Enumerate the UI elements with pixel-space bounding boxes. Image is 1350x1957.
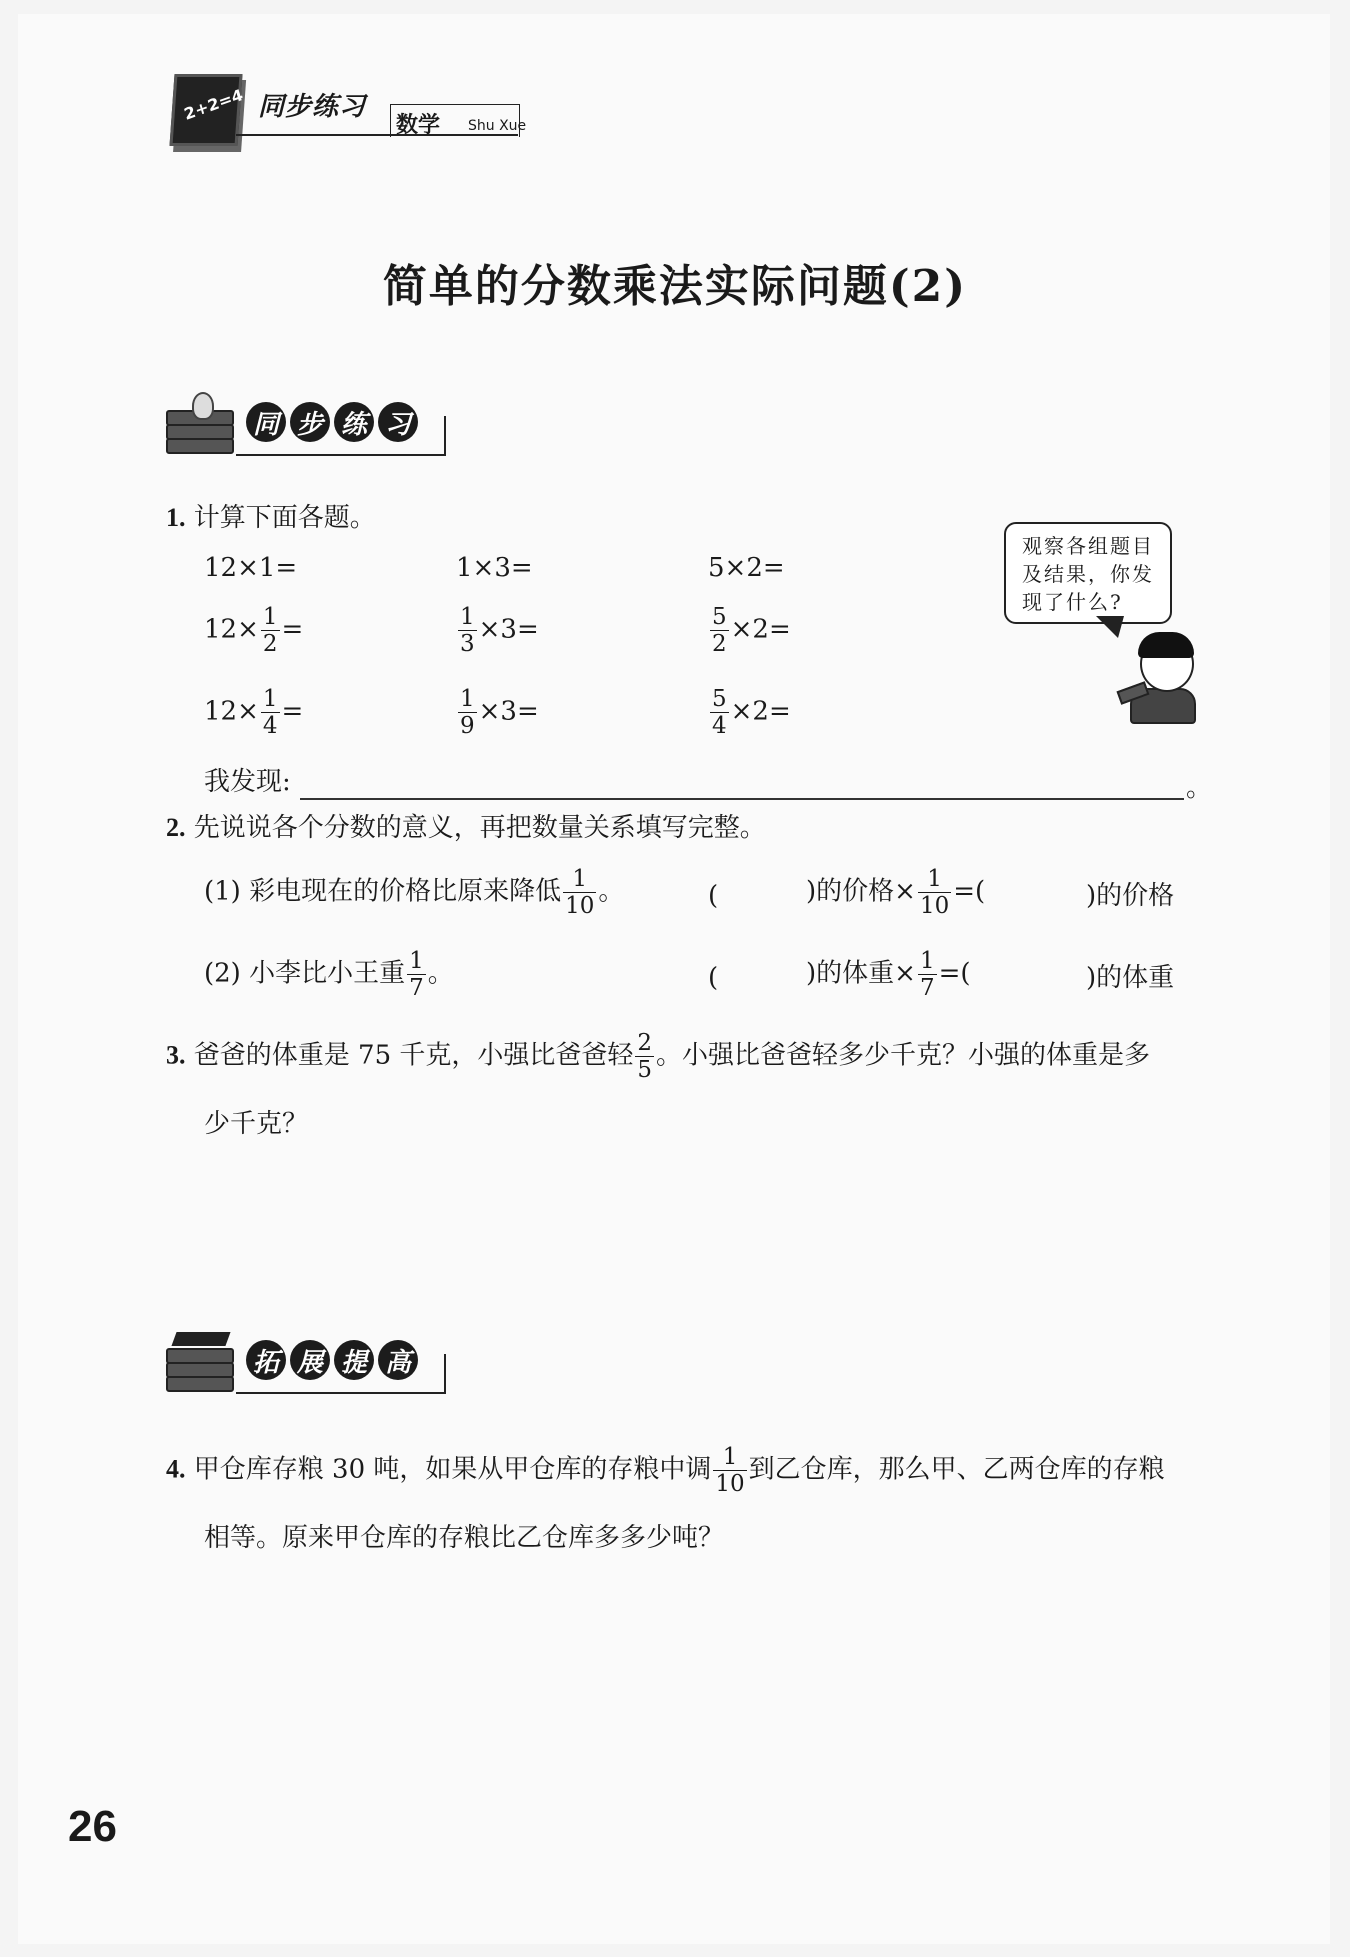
q2-item-2: (2) 小李比小王重 $\frac{1}{7}$ 。 [204, 948, 454, 1001]
page-number: 26 [68, 1802, 117, 1851]
graduation-cap-icon [171, 1332, 230, 1346]
question-2-prompt [166, 812, 766, 844]
expr-2-2: $\frac{1}{3}$ ×3= [460, 604, 539, 657]
series-name: 同步练习 [258, 92, 367, 122]
lightbulb-icon [192, 392, 214, 420]
question-3-line2: 少千克？ [204, 1109, 309, 1139]
question-number: 2. [166, 813, 186, 842]
page-title: 简单的分数乘法实际问题(2) [382, 261, 968, 312]
books-icon [166, 1340, 232, 1388]
finding-end: 。 [1186, 773, 1213, 803]
expr-2-3: $\frac{5}{2}$ ×2= [712, 604, 791, 657]
question-4-line1: 4. 甲仓库存粮 30 吨，如果从甲仓库的存粮中调 $\frac{1}{10}$ 到乙仓库，那么甲、乙两仓库的存粮 [166, 1444, 1165, 1497]
banner-char: 练 [334, 402, 374, 442]
banner-char: 同 [246, 402, 286, 442]
expr-2-1: 12× $\frac{1}{2}$ = [204, 604, 304, 657]
finding-label: 我发现: [204, 767, 291, 797]
bubble-text: 观察各组题目 及结果，你发 现了什么? [1022, 534, 1154, 614]
q2-item-2-open[interactable]: ( [708, 963, 719, 993]
question-3-line1: 3. 爸爸的体重是 75 千克，小强比爸爸轻 $\frac{2}{5}$ 。小强比爸爸轻多少千克？小强的体重是多 [166, 1030, 1151, 1083]
question-text: 计算下面各题。 [193, 503, 376, 533]
question-number: 3. [166, 1040, 186, 1070]
finding-answer-line[interactable] [300, 798, 1184, 800]
banner-char: 提 [334, 1340, 374, 1380]
banner-char: 展 [290, 1340, 330, 1380]
banner-char: 习 [378, 402, 418, 442]
q2-item-1: (1) 彩电现在的价格比原来降低 $\frac{1}{10}$ 。 [204, 866, 625, 919]
section-banner-extension [166, 1326, 446, 1392]
question-text: 先说说各个分数的意义，再把数量关系填写完整。 [193, 813, 766, 843]
question-number: 1. [166, 503, 186, 532]
girl-hair [1138, 632, 1194, 658]
expr-3-1: 12× $\frac{1}{4}$ = [204, 686, 304, 739]
q2-item-1-relation: )的价格× $\frac{1}{10}$ =( [806, 866, 986, 919]
banner-char: 拓 [246, 1340, 286, 1380]
q2-item-2-tail: )的体重 [1086, 963, 1175, 993]
expr-1-1: 12×1= [204, 553, 298, 583]
blackboard-logo [169, 74, 246, 146]
expr-3-3: $\frac{5}{4}$ ×2= [712, 686, 791, 739]
expr-3-2: $\frac{1}{9}$ ×3= [460, 686, 539, 739]
q2-item-1-tail: )的价格 [1086, 881, 1175, 911]
header-rule [236, 134, 518, 136]
q2-item-1-open[interactable]: ( [708, 881, 719, 911]
banner-char: 步 [290, 402, 330, 442]
question-4-line2: 相等。原来甲仓库的存粮比乙仓库多多少吨？ [204, 1523, 725, 1553]
banner-char: 高 [378, 1340, 418, 1380]
expr-1-2: 1×3= [456, 553, 533, 583]
q2-item-2-relation: )的体重× $\frac{1}{7}$ =( [806, 948, 971, 1001]
question-number: 4. [166, 1454, 186, 1484]
subject-pinyin: Shu Xue [468, 118, 527, 134]
blackboard-text: 2+2=4 [181, 85, 246, 124]
speech-bubble [1004, 522, 1172, 624]
section-banner-practice [166, 388, 446, 454]
question-1-prompt [166, 502, 376, 534]
books-icon [166, 402, 232, 450]
expr-1-3: 5×2= [708, 553, 785, 583]
subject-label: 数学 [396, 113, 441, 138]
